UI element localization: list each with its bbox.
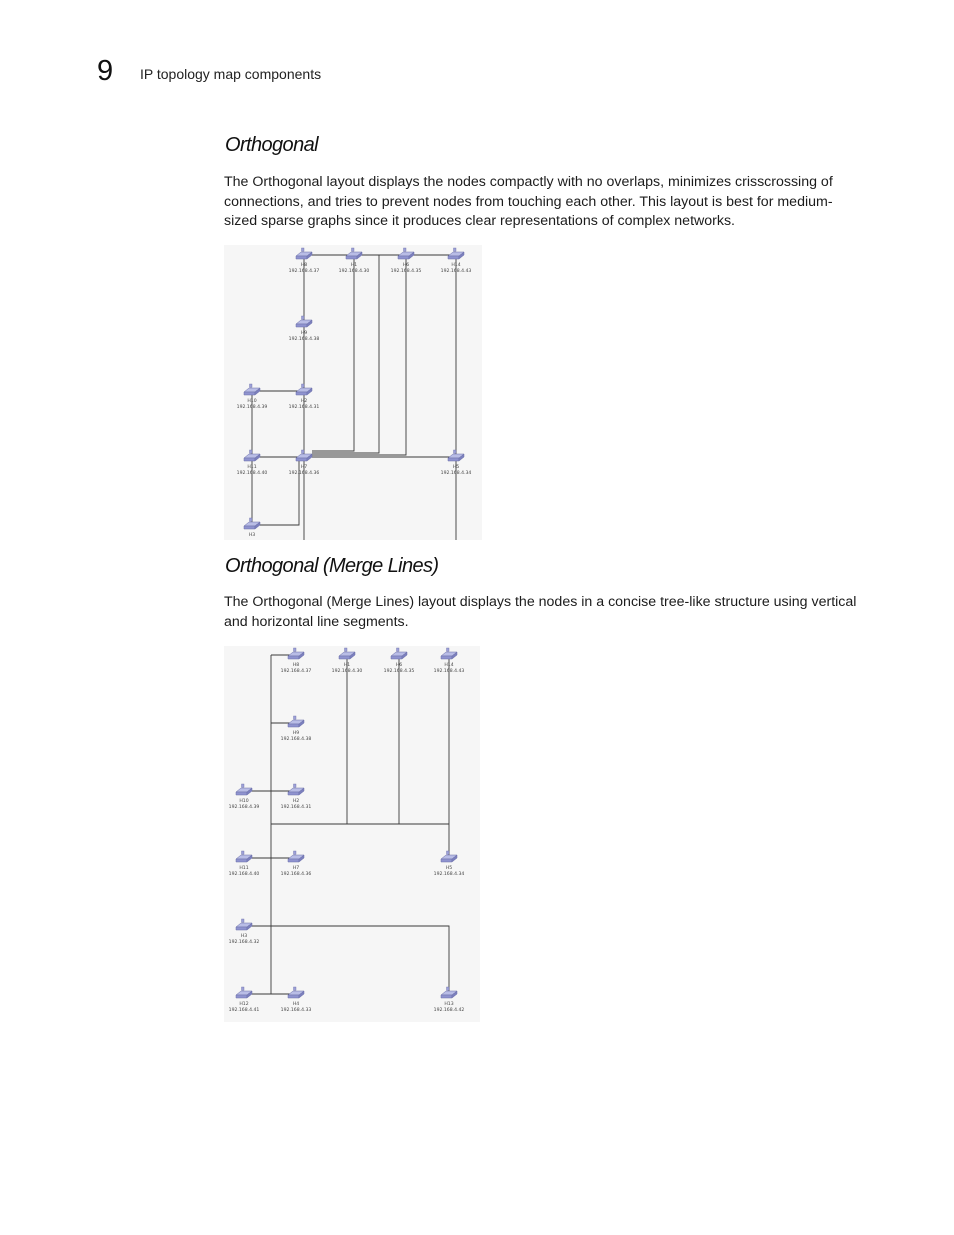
node-name: H5 <box>445 866 453 871</box>
node-name: H1 <box>343 663 351 668</box>
node-ip: 192.168.4.37 <box>288 269 320 274</box>
router-icon <box>441 987 457 998</box>
network-node[interactable] <box>229 784 260 810</box>
node-ip: 192.168.4.30 <box>331 669 363 674</box>
node-name: H7 <box>300 465 308 470</box>
node-name: H10 <box>239 799 249 804</box>
router-icon <box>236 987 252 998</box>
orthogonal-merge-lines-topology-diagram <box>224 646 480 1022</box>
network-node[interactable] <box>229 919 260 945</box>
router-icon <box>346 248 362 259</box>
router-icon <box>288 987 304 998</box>
node-name: H6 <box>395 663 403 668</box>
node-name: H2 <box>300 399 308 404</box>
node-name: H14 <box>451 263 461 268</box>
orthogonal-topology-diagram <box>224 245 482 540</box>
router-icon <box>448 450 464 461</box>
orthogonal-layout-figure <box>224 245 482 540</box>
router-icon <box>236 784 252 795</box>
node-ip: 192.168.4.30 <box>338 269 370 274</box>
network-node[interactable] <box>244 518 260 538</box>
node-name: H12 <box>239 1002 249 1007</box>
node-ip: 192.168.4.33 <box>280 1008 312 1013</box>
router-icon <box>391 648 407 659</box>
node-ip: 192.168.4.36 <box>288 471 320 476</box>
node-name: H10 <box>247 399 257 404</box>
router-icon <box>288 784 304 795</box>
section-heading-orthogonal-merge-lines: Orthogonal (Merge Lines) <box>225 555 439 577</box>
node-ip: 192.168.4.38 <box>288 337 320 342</box>
node-name: H3 <box>248 533 256 538</box>
router-icon <box>288 716 304 727</box>
node-ip: 192.168.4.43 <box>440 269 472 274</box>
network-node[interactable] <box>281 851 312 877</box>
network-node[interactable] <box>281 784 312 810</box>
node-ip: 192.168.4.39 <box>228 805 260 810</box>
node-name: H7 <box>292 866 300 871</box>
node-name: H3 <box>240 934 248 939</box>
router-icon <box>244 450 260 461</box>
router-icon <box>244 518 260 529</box>
router-icon <box>244 384 260 395</box>
router-icon <box>296 316 312 327</box>
node-name: H2 <box>292 799 300 804</box>
node-name: H8 <box>292 663 300 668</box>
router-icon <box>441 851 457 862</box>
network-node[interactable] <box>229 987 260 1013</box>
node-ip: 192.168.4.40 <box>228 872 260 877</box>
node-ip: 192.168.4.36 <box>280 872 312 877</box>
node-name: H13 <box>444 1002 454 1007</box>
node-name: H11 <box>239 866 249 871</box>
node-ip: 192.168.4.43 <box>433 669 465 674</box>
node-name: H8 <box>300 263 308 268</box>
node-name: H1 <box>350 263 358 268</box>
router-icon <box>339 648 355 659</box>
section-heading-orthogonal: Orthogonal <box>225 134 318 156</box>
node-ip: 192.168.4.37 <box>280 669 312 674</box>
network-node[interactable] <box>229 851 260 877</box>
node-ip: 192.168.4.38 <box>280 737 312 742</box>
router-icon <box>288 851 304 862</box>
network-node[interactable] <box>281 648 312 674</box>
edges <box>252 255 456 540</box>
router-icon <box>236 851 252 862</box>
node-name: H14 <box>444 663 454 668</box>
router-icon <box>236 919 252 930</box>
node-name: H9 <box>300 331 308 336</box>
chapter-number: 9 <box>97 55 114 87</box>
router-icon <box>441 648 457 659</box>
router-icon <box>296 384 312 395</box>
node-name: H9 <box>292 731 300 736</box>
node-ip: 192.168.4.31 <box>288 405 320 410</box>
router-icon <box>296 248 312 259</box>
node-ip: 192.168.4.42 <box>433 1008 465 1013</box>
network-node[interactable] <box>434 987 465 1013</box>
section-body-orthogonal: The Orthogonal layout displays the nodes compactly with no overlaps, minimizes crisscrossing of connections, and tries to prevent nodes from touching each other. This layout is best for medium-sized sparse graphs since it produces clear representations of complex networks. <box>224 174 833 229</box>
node-name: H5 <box>452 465 460 470</box>
node-ip: 192.168.4.31 <box>280 805 312 810</box>
router-icon <box>296 450 312 461</box>
node-ip: 192.168.4.34 <box>440 471 472 476</box>
section-body-orthogonal-merge-lines: The Orthogonal (Merge Lines) layout displays the nodes in a concise tree-like structure using vertical and horizontal line segments. <box>224 594 857 630</box>
node-name: H4 <box>292 1002 300 1007</box>
router-icon <box>448 248 464 259</box>
nodes <box>229 648 465 1013</box>
node-ip: 192.168.4.35 <box>390 269 422 274</box>
router-icon <box>288 648 304 659</box>
node-name: H6 <box>402 263 410 268</box>
network-node[interactable] <box>434 851 465 877</box>
node-ip: 192.168.4.41 <box>228 1008 260 1013</box>
edges <box>244 655 449 994</box>
network-node[interactable] <box>281 716 312 742</box>
network-node[interactable] <box>281 987 312 1013</box>
node-name: H11 <box>247 465 257 470</box>
node-ip: 192.168.4.32 <box>228 940 260 945</box>
node-ip: 192.168.4.40 <box>236 471 268 476</box>
node-ip: 192.168.4.39 <box>236 405 268 410</box>
chapter-title: IP topology map components <box>140 66 322 82</box>
node-ip: 192.168.4.34 <box>433 872 465 877</box>
node-ip: 192.168.4.35 <box>383 669 415 674</box>
orthogonal-merge-lines-figure <box>224 646 480 1022</box>
router-icon <box>398 248 414 259</box>
